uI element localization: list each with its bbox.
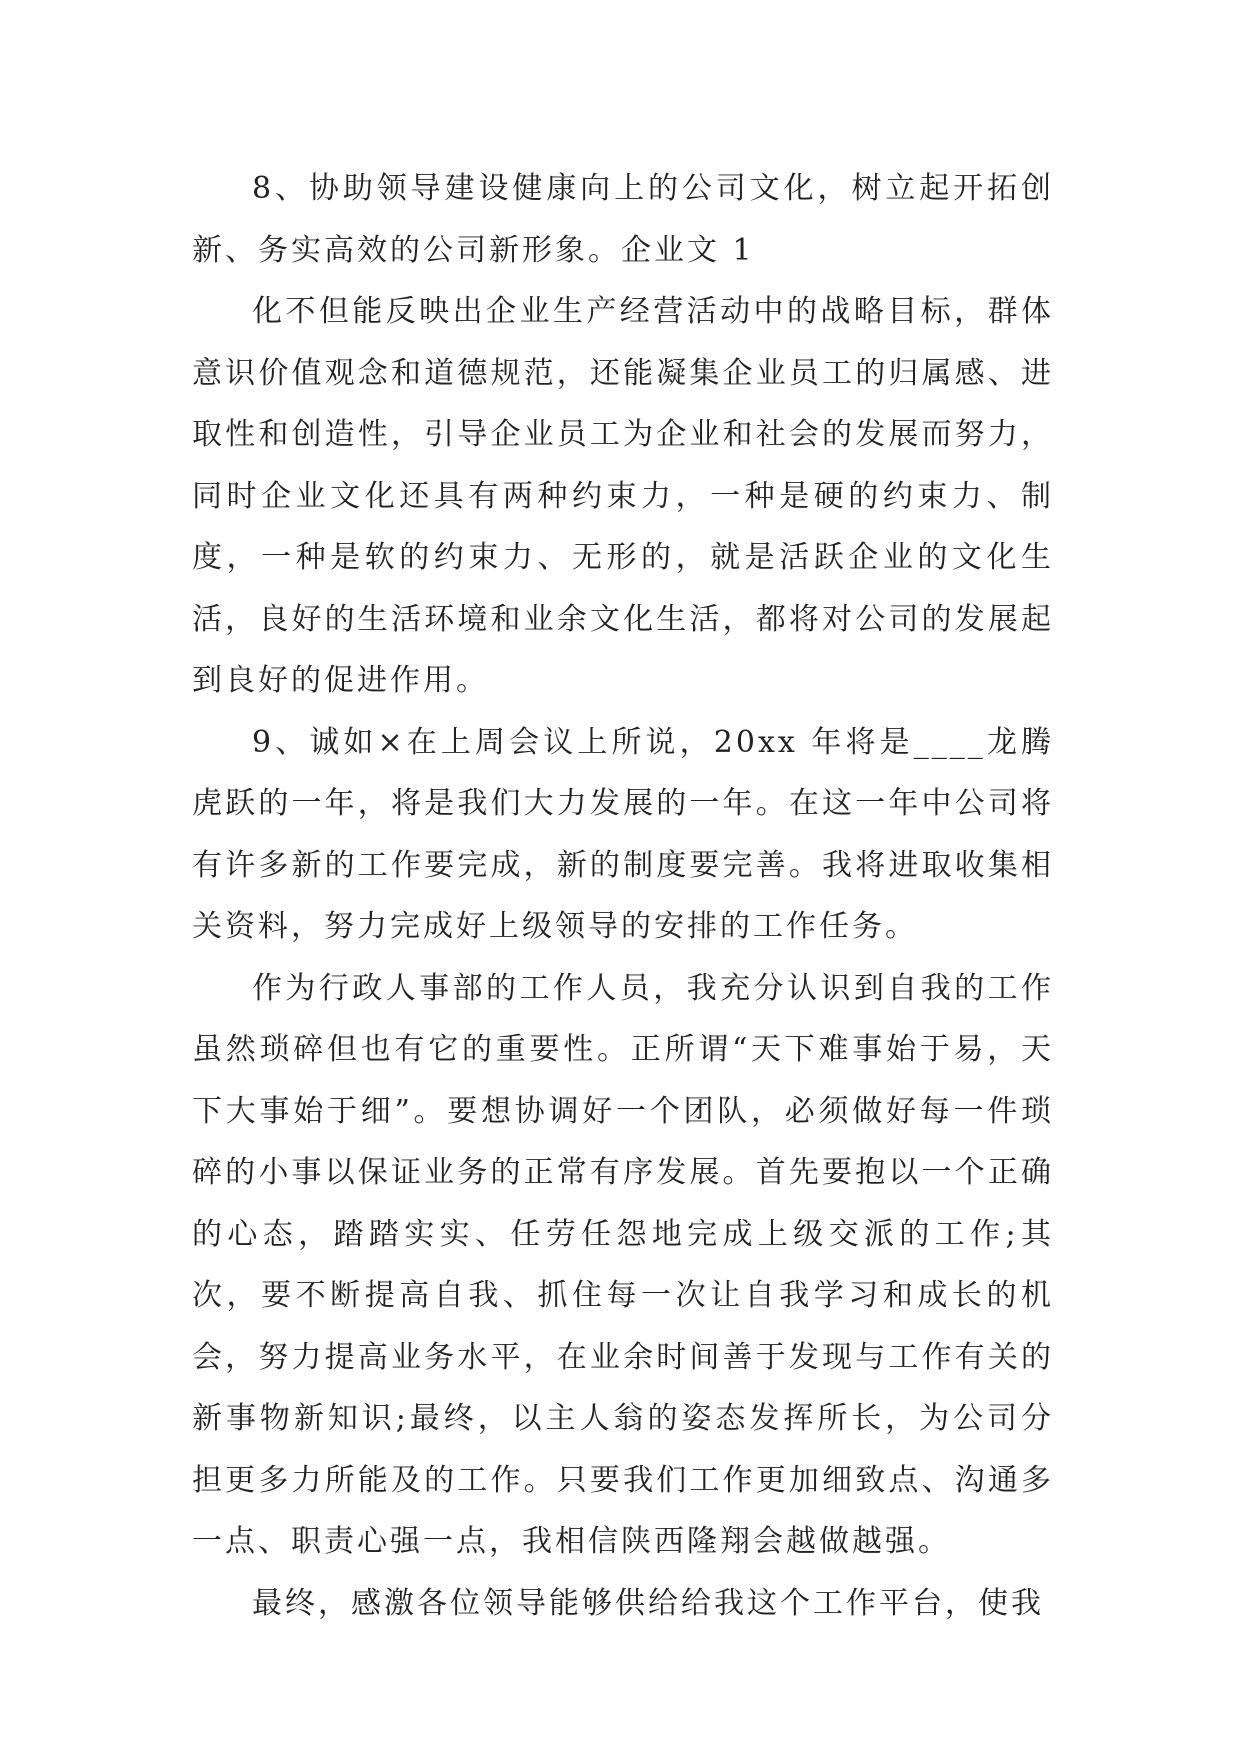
paragraph-closing: 最终，感激各位领导能够供给给我这个工作平台，使我 xyxy=(252,1585,1044,1621)
paragraph-work-attitude: 作为行政人事部的工作人员，我充分认识到自我的工作虽然琐碎但也有它的重要性。正所谓“天下难事始于易，天下大事始于细”。要想协调好一个团队，必须做好每一件琐碎的小事以保证业务的正常有序发展。首先要抱以一个正确的心态，踏踏实实、任劳任怨地完成上级交派的工作;其次，要不断提高自我、抓住每一次让自我学习和成长的机会，努力提高业务水平，在业余时间善于发现与工作有关的新事物新知识;最终，以主人翁的姿态发挥所长，为公司分担更多力所能及的工作。只要我们工作更加细致点、沟通多一点、职责心强一点，我相信陕西隆翔会越做越强。 xyxy=(192,970,1054,1559)
paragraph-corporate-culture: 化不但能反映出企业生产经营活动中的战略目标，群体意识价值观念和道德规范，还能凝集企业员工的归属感、进取性和创造性，引导企业员工为企业和社会的发展而努力，同时企业文化还具有两种约束力，一种是硬的约束力、制度，一种是软的约束力、无形的，就是活跃企业的文化生活，良好的生活环境和业余文化生活，都将对公司的发展起到良好的促进作用。 xyxy=(192,294,1054,698)
document-body xyxy=(192,158,1054,1634)
paragraph-item-8: 8、协助领导建设健康向上的公司文化，树立起开拓创新、务实高效的公司新形象。企业文 1 xyxy=(192,171,1054,268)
paragraph-item-9: 9、诚如×在上周会议上所说，20xx 年将是____龙腾虎跃的一年，将是我们大力发展的一年。在这一年中公司将有许多新的工作要完成，新的制度要完善。我将进取收集相关资料，努力完成好上级领导的安排的工作任务。 xyxy=(192,724,1054,944)
